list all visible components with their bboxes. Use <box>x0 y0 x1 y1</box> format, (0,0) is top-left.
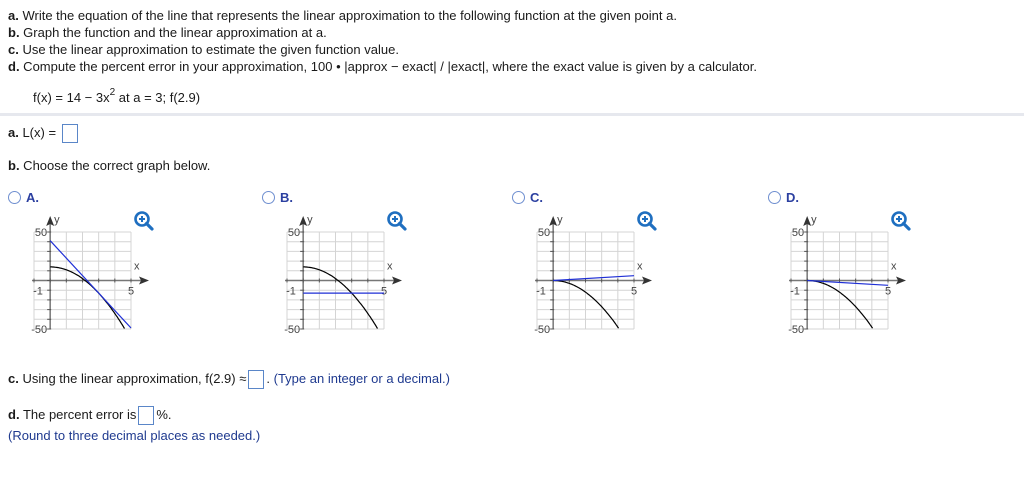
svg-text:50: 50 <box>537 227 551 239</box>
section-divider <box>0 113 1024 116</box>
choice-d[interactable]: D. <box>768 190 799 205</box>
part-d-hint: (Round to three decimal places as needed.) <box>8 428 261 443</box>
radio-d[interactable] <box>768 191 781 204</box>
svg-text:5: 5 <box>380 285 388 298</box>
instruction-d: d. Compute the percent error in your approximation, 100 • |approx − exact| / |exact|, where the exact value is given by a calculator. <box>8 59 757 74</box>
radio-b[interactable] <box>262 191 275 204</box>
part-a: a. L(x) = <box>8 122 80 143</box>
svg-text:x: x <box>387 260 393 273</box>
choice-c[interactable]: C. <box>512 190 543 205</box>
instruction-b: b. Graph the function and the linear approximation at a. <box>8 25 327 40</box>
graph-d <box>777 208 927 343</box>
part-d: d. The percent error is %. <box>8 404 172 425</box>
f29-answer-input[interactable] <box>248 370 264 389</box>
svg-text:-1: -1 <box>286 285 296 298</box>
magnify-plus-icon[interactable] <box>890 210 912 232</box>
graph-c <box>523 208 673 343</box>
magnify-plus-icon[interactable] <box>386 210 408 232</box>
svg-text:5: 5 <box>630 285 638 298</box>
radio-c[interactable] <box>512 191 525 204</box>
svg-text:50: 50 <box>791 227 805 239</box>
svg-text:x: x <box>134 260 140 273</box>
svg-text:-1: -1 <box>536 285 546 298</box>
function-statement: $f(x) = 14 - 3x^2$ at a = 3; f(2.9) <box>33 86 201 105</box>
part-c: c. Using the linear approximation, f(2.9) ≈ . (Type an integer or a decimal.) <box>8 368 450 389</box>
svg-text:x: x <box>891 260 897 273</box>
part-b-prompt: b. Choose the correct graph below. <box>8 158 211 173</box>
magnify-plus-icon[interactable] <box>636 210 658 232</box>
svg-text:-50: -50 <box>534 324 551 336</box>
svg-text:-1: -1 <box>33 285 43 298</box>
svg-text:-50: -50 <box>284 324 301 336</box>
svg-text:-1: -1 <box>790 285 800 298</box>
percent-error-input[interactable] <box>138 406 154 425</box>
svg-text:-50: -50 <box>788 324 805 336</box>
svg-text:y: y <box>557 214 563 226</box>
instruction-a: a. Write the equation of the line that represents the linear approximation to the following function at the given point a. <box>8 8 677 23</box>
svg-text:x: x <box>637 260 643 273</box>
svg-text:y: y <box>54 214 60 226</box>
magnify-plus-icon[interactable] <box>133 210 155 232</box>
svg-text:y: y <box>307 214 313 226</box>
svg-text:50: 50 <box>287 227 301 239</box>
choice-a[interactable]: A. <box>8 190 39 205</box>
svg-text:y: y <box>811 214 817 226</box>
svg-text:5: 5 <box>127 285 135 298</box>
graph-a <box>20 208 170 343</box>
svg-text:50: 50 <box>34 227 48 239</box>
instruction-c: c. Use the linear approximation to estimate the given function value. <box>8 42 399 57</box>
svg-text:-50: -50 <box>31 324 48 336</box>
radio-a[interactable] <box>8 191 21 204</box>
part-c-hint: (Type an integer or a decimal.) <box>273 371 450 386</box>
graph-b <box>273 208 423 343</box>
svg-text:5: 5 <box>884 285 892 298</box>
lx-answer-input[interactable] <box>62 124 78 143</box>
choice-b[interactable]: B. <box>262 190 293 205</box>
